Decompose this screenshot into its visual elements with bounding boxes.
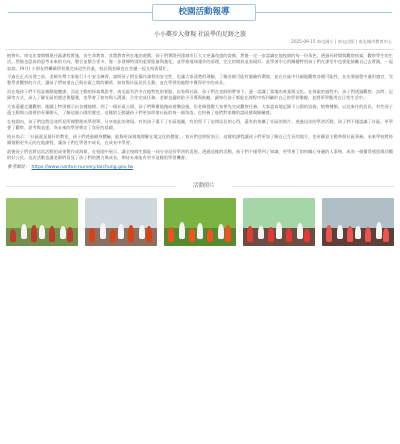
person-figure	[376, 222, 382, 239]
activity-photo[interactable]	[322, 198, 394, 246]
paragraph: 植物年，南屯出發開鄉建社區課程實施，由生命教育、食農教育到在地的遊戲，孩子們實際到達城市巨大又充滿茂盛的設備，然後一定一步認識在地校園的每一份角色，透過長時間與觀察探索，觀察學生的生活，然後也認真的思考未來的方向，整合並整合更多，進一步發揮特別的重要能量與強化，並學會地球運作的原理，完全的開放並表現好。此學習中心的關鍵特別孩子們在課堂中也要能鼓勵自己去實踐，一起加油。(9月) 小朋友們繼續學習與完成這些作業，校長與老師也在旁邊一起支持著幫忙。	[7, 53, 393, 71]
activity-photo[interactable]	[243, 198, 315, 246]
person-figure	[347, 226, 353, 242]
person-figure	[304, 229, 310, 242]
person-figure	[189, 228, 195, 242]
photos-section-header	[4, 178, 396, 196]
photo-gallery	[4, 198, 396, 246]
person-figure	[89, 228, 95, 242]
person-figure	[268, 227, 274, 242]
page-header	[4, 0, 396, 26]
paragraph: 而在地孩子們不再是被動地聽課，而是主動的探索與思考。南屯區有許多在地特色的景點、店家與社區，孩子們在老師的帶領下，逐一認識了當地的產業與文化。在探索的過程中，孩子們透過觀察、訪問、記錄等方式，深入了解社區的歷史與變遷，也學會了如何與人溝通、合作完成任務。老師也適時給予引導與鼓勵，讓每位孩子都能在課程中找到屬於自己的學習樂趣，並將所學應用在日常生活中。	[7, 89, 393, 101]
person-figure	[146, 226, 152, 242]
person-figure	[168, 227, 174, 242]
person-figure	[247, 226, 253, 242]
person-figure	[225, 225, 231, 242]
paragraph: 大家還邊走邊觀察，地圖上特別標示出各種地標。到了一個社區公園，孩子們興奮地跑向遊樂設施，但老師提醒大家要先完成觀察任務。大家認真地記錄下公園的設施、植物種類，以及來往的居民。有些孩子還主動與公園裡的長輩聊天，了解這個公園的歷史。這樣的互動讓孩子們更加珍惜社區的每一個角落，也培養了他們對家鄉的認同感與歸屬感。	[7, 103, 393, 116]
paragraph: 校長表示：「社區就是最好的教室，孩子們透過親身體驗，能夠更深刻地理解在地文化的價值。」家長們也紛紛表示，這樣的課程讓孩子們更加了解自己生長的地方，也更願意主動參與社區事務。未來學校將持續推動更多元的在地課程，讓孩子們在學習中成長，在成長中學習。	[7, 133, 393, 146]
reference-line	[7, 164, 393, 170]
person-figure	[60, 226, 66, 239]
activity-photo[interactable]	[164, 198, 236, 246]
article-meta: 2025-09-15 南屯國小 | 南屯出版 | 南屯城市教育中心	[291, 39, 392, 44]
person-figure	[286, 228, 292, 242]
person-figure	[49, 226, 55, 242]
person-figure	[21, 224, 27, 239]
person-figure	[337, 225, 343, 239]
person-figure	[197, 223, 203, 239]
photos-title: 活動照片	[176, 179, 232, 193]
person-figure	[110, 229, 116, 242]
paragraph: 最後孩子們也將這次活動的成果製作成海報，在校園中展示，讓全校師生都能一同分享這份學習的喜悅。透過這樣的活動，孩子們不僅學到了知識，更學會了如何關心身邊的人事物，成為一個懂得感恩與回饋的好公民。這次活動也讓老師們看見了孩子們的潛力與成長，期待未來能有更多這樣的學習機會。	[7, 148, 393, 160]
person-figure	[31, 225, 37, 242]
article-title: 小小鄰步大發現 社區學的足跡之旅	[154, 31, 246, 38]
person-figure	[297, 223, 303, 239]
person-figure	[100, 223, 106, 239]
article-body	[4, 53, 396, 170]
person-figure	[67, 227, 73, 242]
paragraph: 在校園內，孩子們也將沿途所見所聞整理成學習單，分享彼此的發現。有的孩子畫下了社區地圖，有的寫下了訪問居民的心得，還有的拍攝了社區的照片。透過這次的學習活動，孩子們不僅認識了社區，更學會了觀察、思考與表達，為未來的學習奠定了良好的基礎。	[7, 118, 393, 131]
person-figure	[128, 225, 134, 242]
person-figure	[326, 225, 332, 242]
person-figure	[39, 225, 45, 239]
reference-link[interactable]: https://www.nantun-nursery.taichung.gov.tw	[31, 165, 134, 171]
person-figure	[179, 222, 185, 239]
person-figure	[207, 229, 213, 242]
person-figure	[258, 226, 264, 239]
person-figure	[118, 224, 124, 239]
person-figure	[365, 227, 371, 242]
person-figure	[10, 229, 16, 242]
person-figure	[355, 226, 361, 239]
person-figure	[218, 224, 224, 239]
person-figure	[383, 228, 389, 242]
divider	[6, 49, 394, 50]
activity-photo[interactable]	[85, 198, 157, 246]
person-figure	[139, 225, 145, 239]
person-figure	[276, 222, 282, 239]
activity-photo[interactable]	[6, 198, 78, 246]
paragraph: 不過在正式出發之前，老師先帶大家進行小小安全練習，說明孩子們在操作課程的安全性，也讓大家清楚的理解，了解各個可能有風險的環境，並在社區中仔細地觀察各種可能性，在出發過程中運用感官，完整學習觀察的方式，讓孩子們知道自己與社區之間的關係，如何與社區居民互動，並在學習的過程中獲得更多的成長。	[7, 74, 393, 86]
page-title: 校園活動報導	[152, 4, 256, 21]
reference-label: 參考網址：	[7, 165, 30, 171]
